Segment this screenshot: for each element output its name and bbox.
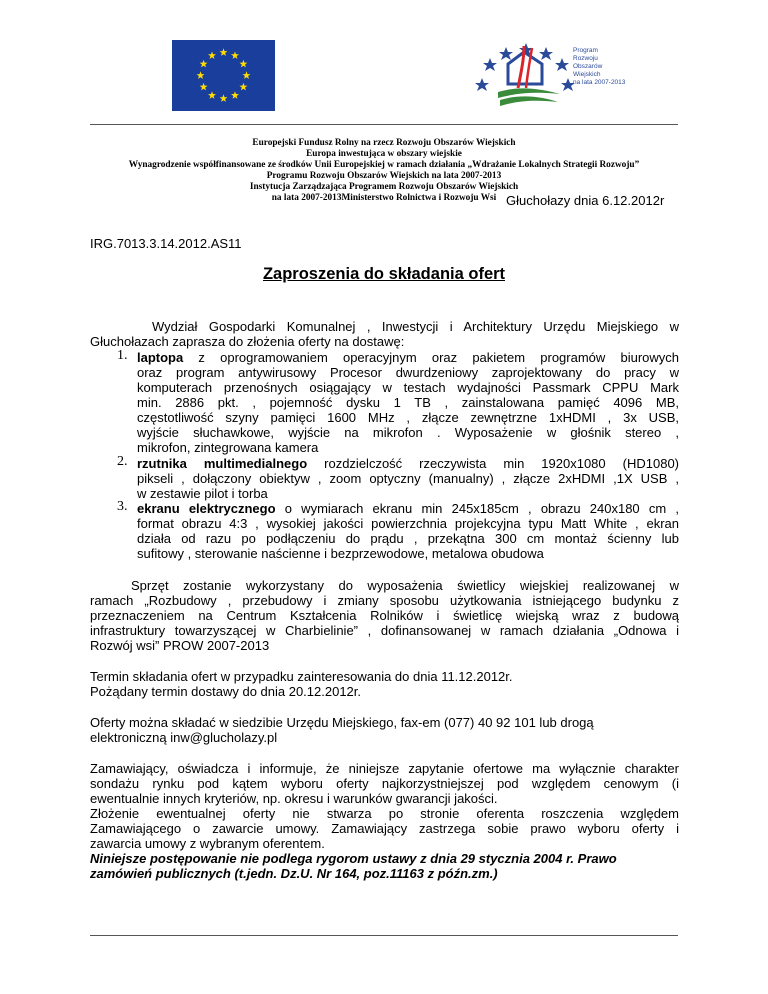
item-name: ekranu elektrycznego [137,501,276,516]
list-item-line: oraz program antywirusowy Procesor dwurdzeniowy zaprojektowany do pracy w [137,365,679,380]
deadline-line: Pożądany termin dostawy do dnia 20.12.2012r. [90,684,362,699]
header-line: Instytucja Zarządzająca Programem Rozwoju Obszarów Wiejskich [249,182,519,192]
list-item-first-line [137,350,679,365]
prow-text-line: Obszarów [573,63,603,70]
prow-text-line: na lata 2007-2013 [573,79,626,86]
eu-star [239,83,247,91]
header-line: Europa inwestująca w obszary wiejskie [306,149,462,159]
list-item-line: działa od razu po podłączeniu do prądu , przekątna 300 cm montaż ścienny lub [137,531,679,546]
prow-logo-text [573,47,625,87]
item-name: laptopa [137,350,184,365]
prow-text-line: Wiejskich [573,71,601,78]
list-item-first-line [137,456,679,471]
purpose-line: przeznaczeniem na Centrum Kształcenia Rolników i świetlicę wiejską wraz z budową [90,608,679,623]
eu-star [220,94,228,102]
disclaimer-line: Zamawiającego o zawarcie umowy. Zamawiający zastrzega sobie prawo wyboru oferty i [90,821,679,836]
item-desc: o wymiarach ekranu min 245x185cm , obrazu 240x180 cm , [275,501,680,516]
list-item-line: w zestawie pilot i torba [137,486,268,501]
submission-line: elektroniczną inw@glucholazy.pl [90,730,278,745]
eu-flag-icon [172,40,275,111]
eu-star [200,83,208,91]
purpose-line: Rozwój wsi” PROW 2007-2013 [90,638,270,653]
header-line: na lata 2007-2013Ministerstwo Rolnictwa i Rozwoju Wsi [271,193,497,203]
list-item-line: min. 2886 pkt. , pojemność dysku 1 TB , zainstalowana pamięć 4096 MB, [137,395,679,410]
eu-stars [172,40,275,111]
eu-star [231,51,239,59]
item-name: rzutnika multimedialnego [137,456,308,471]
disclaimer-line: Zamawiający, oświadcza i informuje, że niniejsze zapytanie ofertowe ma wyłącznie charakter [90,761,679,776]
list-item-line: pikseli , dołączony obiektyw , zoom optyczny (manualny) , złącze 2xHDMI ,1X USB , [137,471,679,486]
eu-star [231,91,239,99]
prow-text-line: Program [573,47,598,54]
eu-star [208,51,216,59]
list-item-line: komputerach przenośnych osiągający w testach wydajności Passmark CPPU Mark [137,380,679,395]
disclaimer-line: ewentualnie innych kryteriów, np. okresu i warunków gwarancji jakości. [90,791,498,806]
legal-note-line: zamówień publicznych (t.jedn. Dz.U. Nr 164, poz.11163 z późn.zm.) [90,866,498,881]
header-divider [90,124,678,125]
eu-star [243,71,251,79]
header-line: Wynagrodzenie współfinansowane ze środków Unii Europejskiej w ramach działania „Wdrażanie Lokalnych Strategii Rozwoju” [128,160,640,170]
place-date: Głuchołazy dnia 6.12.2012r [506,193,665,208]
eu-star [239,60,247,68]
reference-number: IRG.7013.3.14.2012.AS11 [90,236,242,251]
prow-text-line: Rozwoju [573,55,598,62]
list-item-line: format obrazu 4:3 , wysokiej jakości powierzchnia projekcyjna typu Matt White , ekran [137,516,679,531]
purpose-line: ramach „Rozbudowy , przebudowy i zmiany sposobu użytkowania istniejącego budynku z [90,593,679,608]
purpose-line: Sprzęt zostanie wykorzystany do wyposażenia świetlicy wiejskiej realizowanej w [131,578,679,593]
list-item-line: częstotliwość szyny pamięci 1600 MHz , złącze zewnętrzne 1xHDMI , 3x USB, [137,410,679,425]
list-number: 3. [117,499,128,514]
intro-line: Wydział Gospodarki Komunalnej , Inwestycji i Architektury Urzędu Miejskiego w [152,319,679,334]
footer-divider [90,935,678,936]
list-number: 1. [117,348,128,363]
intro-line: Głuchołazach zaprasza do złożenia oferty na dostawę: [90,334,405,349]
eu-star [197,71,205,79]
disclaimer-line: Złożenie ewentualnej oferty nie stwarza po stronie oferenta roszczenia względem [90,806,679,821]
header-line: Europejski Fundusz Rolny na rzecz Rozwoju Obszarów Wiejskich [252,138,516,148]
list-item-line: mikrofon, zintegrowana kamera [137,440,319,455]
header-line: Programu Rozwoju Obszarów Wiejskich na lata 2007-2013 [266,171,502,181]
document-title: Zaproszenia do składania ofert [262,265,506,283]
list-item-line: wyjście słuchawkowe, wyjście na mikrofon . Wyposażenie w głośnik stereo , [137,425,679,440]
eu-star [208,91,216,99]
eu-star [220,48,228,56]
disclaimer-line: sondażu rynku pod kątem wyboru oferty najkorzystniejszej pod względem cenowym (i [90,776,679,791]
deadline-line: Termin składania ofert w przypadku zainteresowania do dnia 11.12.2012r. [90,669,513,684]
item-desc: z oprogramowaniem operacyjnym oraz pakietem programów biurowych [183,350,679,365]
list-item-first-line [137,501,679,516]
eu-star [200,60,208,68]
legal-note-line: Niniejsze postępowanie nie podlega rygorom ustawy z dnia 29 stycznia 2004 r. Prawo [90,851,617,866]
submission-line: Oferty można składać w siedzibie Urzędu Miejskiego, fax-em (077) 40 92 101 lub drogą [90,715,594,730]
list-item-line: sufitowy , sterowanie naścienne i bezprzewodowe, metalowa obudowa [137,546,544,561]
disclaimer-line: zawarcia umowy z wybranym oferentem. [90,836,325,851]
purpose-line: infrastruktury towarzyszącej w Charbielinie” , dofinansowanej w ramach działania „Odnowa i [90,623,679,638]
item-desc: rozdzielczość rzeczywista min 1920x1080 (HD1080) [307,456,679,471]
list-number: 2. [117,454,128,469]
